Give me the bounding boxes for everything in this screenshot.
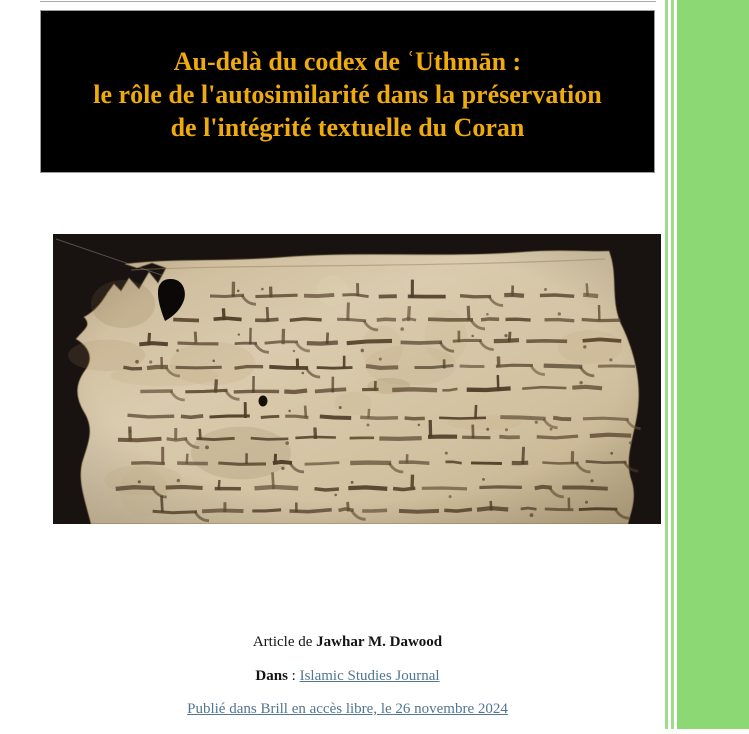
title-line-1: Au-delà du codex de ʿUthmān : <box>173 47 522 76</box>
green-sidebar <box>677 0 749 729</box>
journal-label: Dans <box>255 668 288 684</box>
publication-line <box>40 701 655 718</box>
journal-separator: : <box>287 668 300 684</box>
byline-prefix: Article de <box>252 634 317 650</box>
green-stripe-1 <box>665 0 668 729</box>
page-title <box>93 39 601 144</box>
title-line-3: de l'intégrité textuelle du Coran <box>170 113 525 142</box>
top-divider <box>40 1 656 2</box>
title-banner <box>40 10 655 173</box>
journal-line <box>40 668 655 685</box>
journal-link[interactable]: Islamic Studies Journal <box>299 668 440 684</box>
author-name: Jawhar M. Dawood <box>316 634 443 650</box>
green-stripe-2 <box>671 0 674 729</box>
byline <box>40 634 655 651</box>
title-line-2: le rôle de l'autosimilarité dans la préservation <box>93 80 602 109</box>
publication-link[interactable]: Publié dans Brill en accès libre, le 26 novembre 2024 <box>187 701 508 717</box>
manuscript-image <box>53 234 661 524</box>
